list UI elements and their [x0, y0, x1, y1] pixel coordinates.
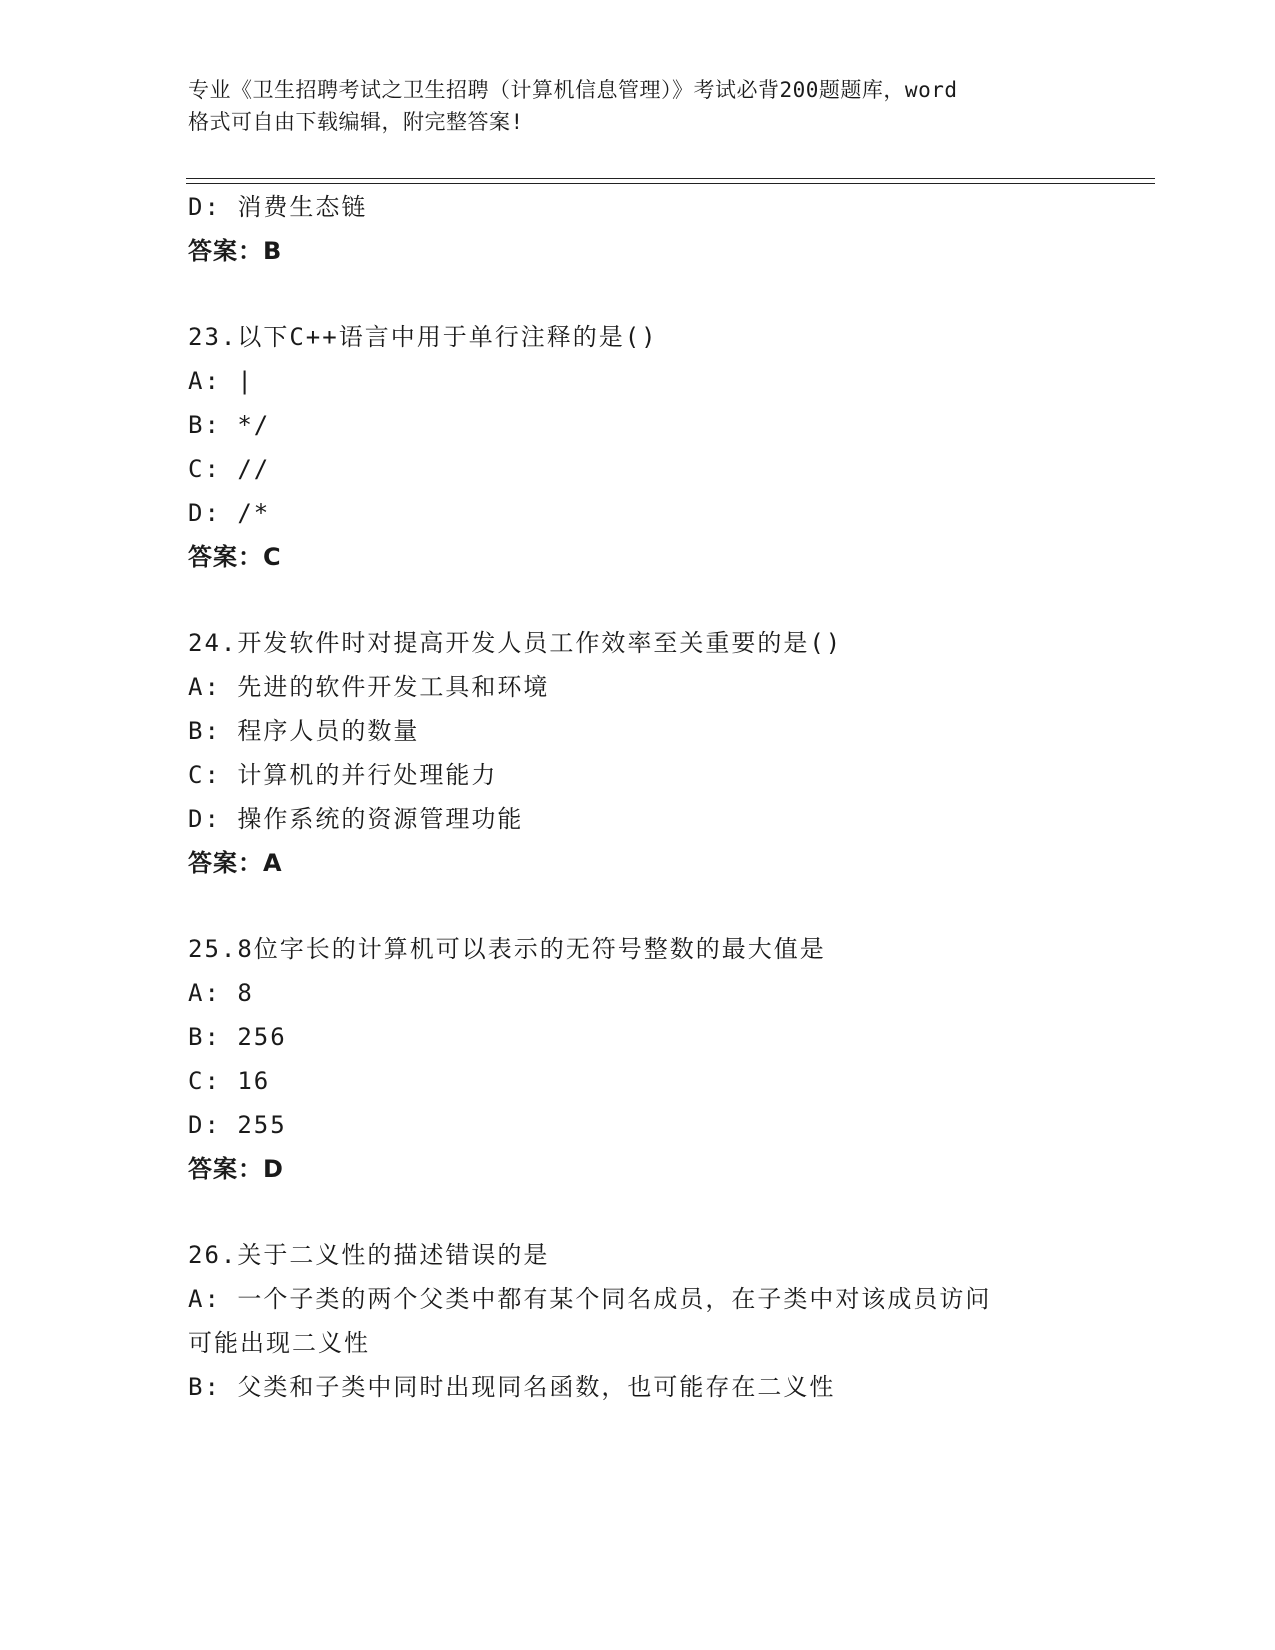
option-d: D: 操作系统的资源管理功能	[188, 805, 524, 833]
prev-option-d: D: 消费生态链	[188, 193, 368, 221]
question-title: 26.关于二义性的描述错误的是	[188, 1241, 550, 1269]
prev-answer: 答案：B	[188, 237, 283, 265]
option-c: C: 16	[188, 1067, 271, 1095]
option-b: B: */	[188, 411, 271, 439]
answer: 答案：A	[188, 849, 283, 877]
option-b: B: 程序人员的数量	[188, 717, 420, 745]
option-b: B: 父类和子类中同时出现同名函数，也可能存在二义性	[188, 1373, 836, 1401]
header-divider-bottom	[186, 183, 1155, 184]
document-header	[188, 74, 1088, 138]
header-line-2: 格式可自由下载编辑，附完整答案!	[188, 110, 524, 134]
header-divider-top	[186, 178, 1155, 179]
option-a-continued: 可能出现二义性	[188, 1329, 370, 1357]
header-line-1: 专业《卫生招聘考试之卫生招聘（计算机信息管理）》考试必背200题题库，word	[188, 78, 958, 102]
option-a: A: 先进的软件开发工具和环境	[188, 673, 550, 701]
option-a: A: |	[188, 367, 254, 395]
answer: 答案：D	[188, 1155, 284, 1183]
option-b: B: 256	[188, 1023, 287, 1051]
option-c: C: 计算机的并行处理能力	[188, 761, 498, 789]
answer: 答案：C	[188, 543, 282, 571]
option-d: D: /*	[188, 499, 271, 527]
option-a: A: 一个子类的两个父类中都有某个同名成员，在子类中对该成员访问	[188, 1285, 992, 1313]
question-title: 24.开发软件时对提高开发人员工作效率至关重要的是()	[188, 629, 843, 657]
option-d: D: 255	[188, 1111, 287, 1139]
question-title: 25.8位字长的计算机可以表示的无符号整数的最大值是	[188, 935, 826, 963]
option-c: C: //	[188, 455, 271, 483]
question-title: 23.以下C++语言中用于单行注释的是()	[188, 323, 658, 351]
option-a: A: 8	[188, 979, 254, 1007]
